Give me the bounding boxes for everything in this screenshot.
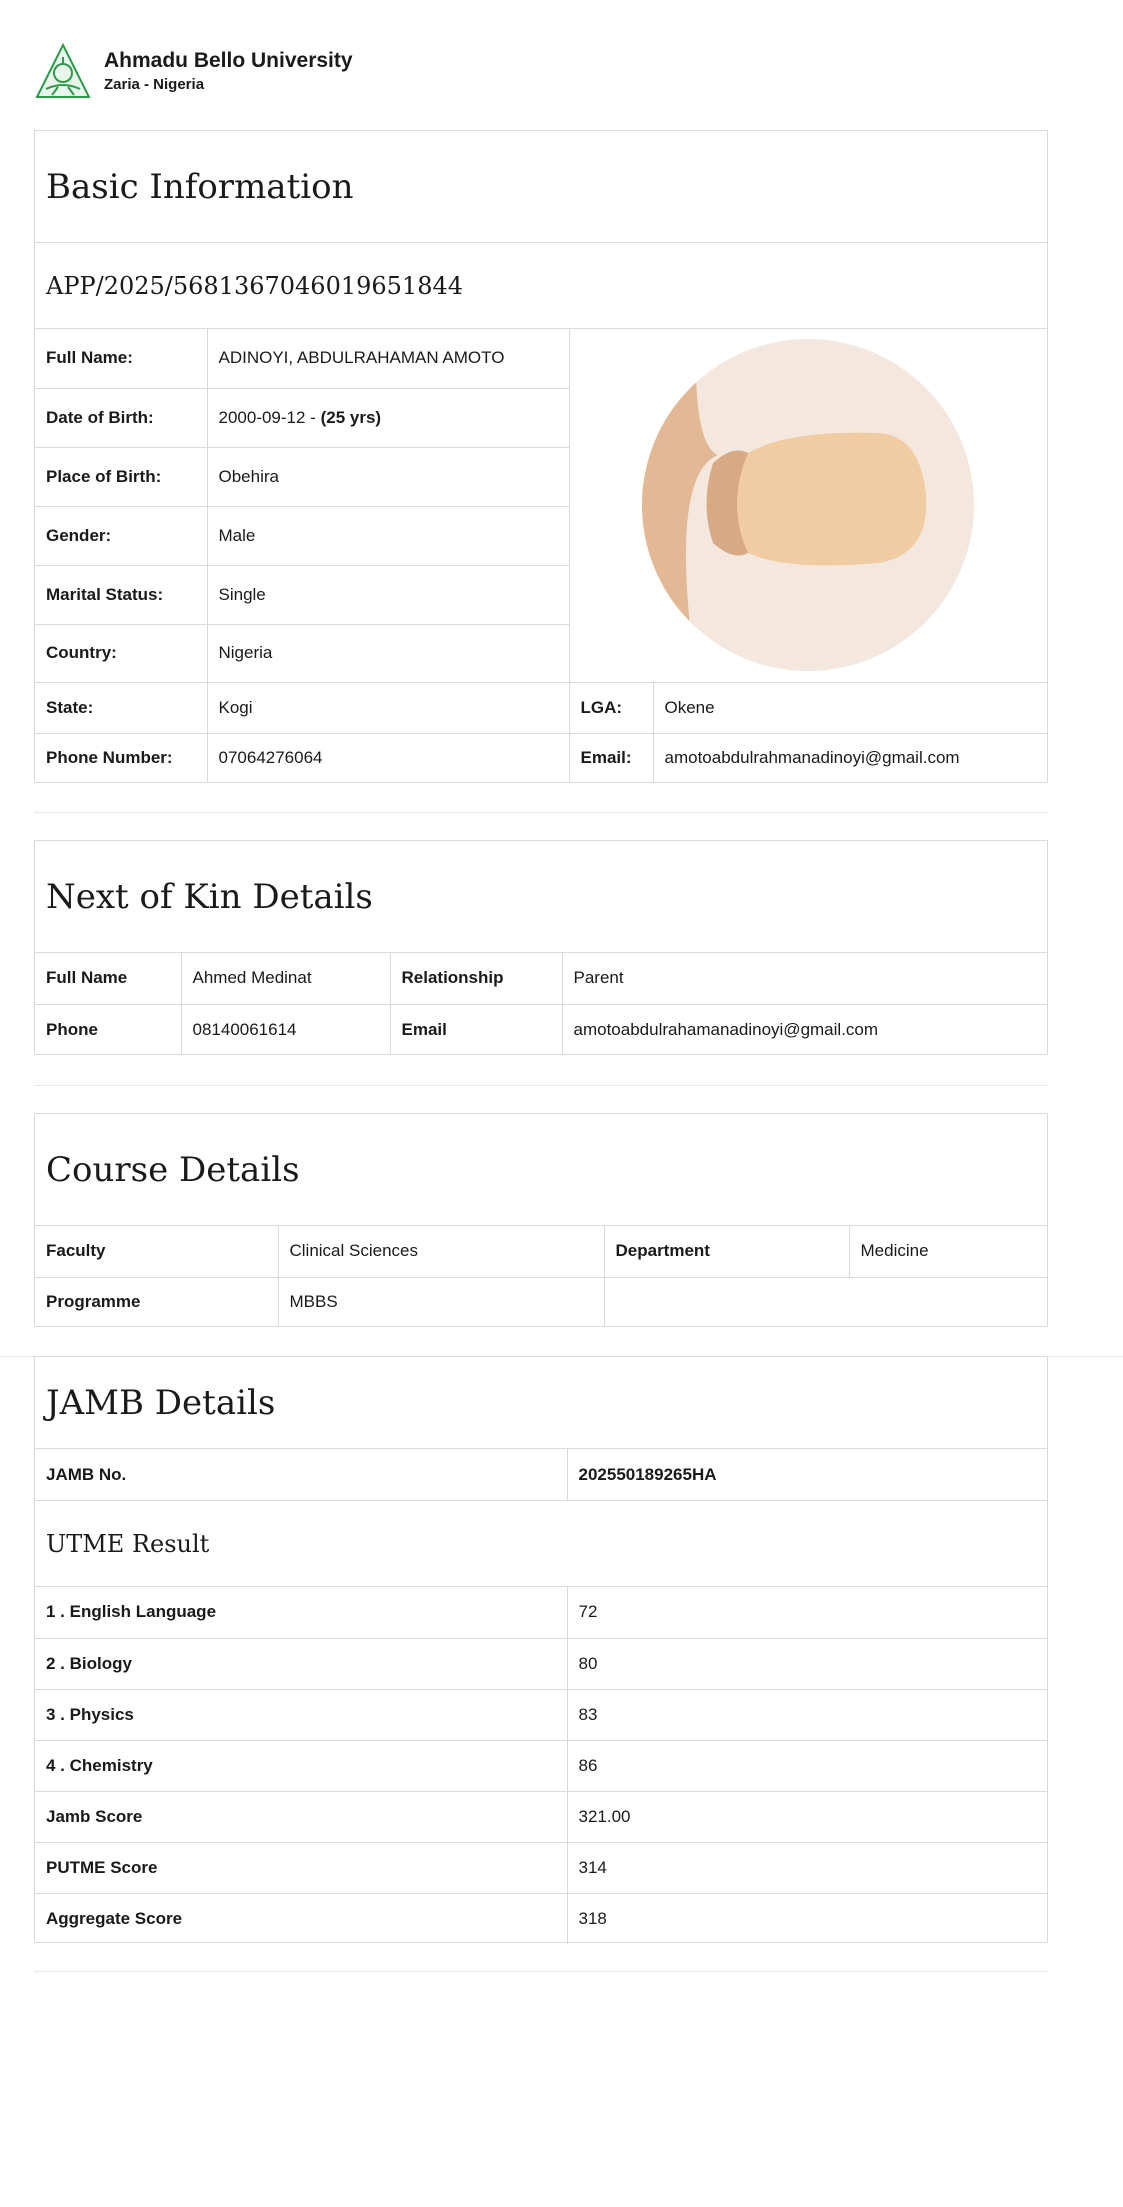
full-name-value: ADINOYI, ABDULRAHAMAN AMOTO — [207, 329, 569, 388]
faculty-label: Faculty — [35, 1226, 278, 1277]
utme-result-title: UTME Result — [46, 1529, 210, 1558]
kin-name-label: Full Name — [35, 953, 181, 1004]
age-value: (25 yrs) — [320, 407, 382, 427]
divider — [34, 1971, 1048, 1972]
subject-score: 72 — [567, 1587, 1047, 1638]
phone-label: Phone Number: — [35, 733, 207, 783]
kin-table — [35, 953, 1047, 1055]
state-label: State: — [35, 682, 207, 733]
marital-status-value: Single — [207, 565, 569, 624]
utme-title-row — [35, 1500, 1047, 1587]
subject-name: 3 . Physics — [35, 1689, 567, 1740]
email-value: amotoabdulrahmanadinoyi@gmail.com — [653, 733, 1047, 783]
programme-value: MBBS — [278, 1277, 604, 1327]
kin-title-row — [35, 841, 1047, 953]
course-table — [35, 1226, 1047, 1327]
kin-name-value: Ahmed Medinat — [181, 953, 390, 1004]
section-title: Next of Kin Details — [46, 876, 373, 917]
subject-name: 1 . English Language — [35, 1587, 567, 1638]
application-number: APP/2025/5681367046019651844 — [46, 271, 463, 300]
full-name-label: Full Name: — [35, 329, 207, 388]
page-header — [34, 42, 353, 102]
gender-value: Male — [207, 506, 569, 565]
table-row — [35, 1791, 1047, 1842]
section-title: JAMB Details — [46, 1382, 276, 1423]
course-title-row — [35, 1114, 1047, 1226]
table-row — [35, 1638, 1047, 1689]
jamb-number-value: 202550189265HA — [567, 1449, 1047, 1500]
university-name: Ahmadu Bello University — [104, 49, 353, 72]
dob-value — [207, 388, 569, 447]
aggregate-score-label: Aggregate Score — [35, 1893, 567, 1944]
next-of-kin-section — [34, 840, 1048, 1055]
country-label: Country: — [35, 624, 207, 682]
lga-label: LGA: — [569, 682, 653, 733]
table-row — [35, 1587, 1047, 1638]
subject-name: 4 . Chemistry — [35, 1740, 567, 1791]
course-details-section — [34, 1113, 1048, 1327]
section-title: Basic Information — [46, 166, 354, 207]
programme-label: Programme — [35, 1277, 278, 1327]
jamb-details-section — [34, 1356, 1048, 1943]
subject-score: 86 — [567, 1740, 1047, 1791]
divider — [34, 1085, 1048, 1086]
basic-title-row — [35, 131, 1047, 243]
jamb-score-label: Jamb Score — [35, 1791, 567, 1842]
jamb-score-value: 321.00 — [567, 1791, 1047, 1842]
phone-value: 07064276064 — [207, 733, 569, 783]
jamb-number-label: JAMB No. — [35, 1449, 567, 1500]
jamb-number-table — [35, 1449, 1047, 1500]
lga-value: Okene — [653, 682, 1047, 733]
table-row — [35, 1842, 1047, 1893]
kin-email-label: Email — [390, 1004, 562, 1055]
gender-label: Gender: — [35, 506, 207, 565]
kin-relationship-value: Parent — [562, 953, 1047, 1004]
subject-score: 80 — [567, 1638, 1047, 1689]
email-label: Email: — [569, 733, 653, 783]
marital-status-label: Marital Status: — [35, 565, 207, 624]
basic-info-table — [35, 329, 1047, 783]
aggregate-score-value: 318 — [567, 1893, 1047, 1944]
table-row — [35, 1740, 1047, 1791]
pob-label: Place of Birth: — [35, 447, 207, 506]
divider — [34, 812, 1048, 813]
passport-photo — [638, 335, 978, 675]
putme-score-value: 314 — [567, 1842, 1047, 1893]
dob-date: 2000-09-12 - — [218, 407, 321, 427]
department-value: Medicine — [849, 1226, 1047, 1277]
country-value: Nigeria — [207, 624, 569, 682]
dob-label: Date of Birth: — [35, 388, 207, 447]
kin-relationship-label: Relationship — [390, 953, 562, 1004]
kin-phone-value: 08140061614 — [181, 1004, 390, 1055]
section-title: Course Details — [46, 1149, 300, 1190]
pob-value: Obehira — [207, 447, 569, 506]
utme-result-table — [35, 1587, 1047, 1944]
basic-information-section — [34, 130, 1048, 783]
empty-cell — [604, 1277, 1047, 1327]
university-logo-icon — [34, 43, 92, 101]
kin-phone-label: Phone — [35, 1004, 181, 1055]
table-row — [35, 1893, 1047, 1944]
table-row — [35, 1689, 1047, 1740]
application-number-row — [35, 243, 1047, 329]
kin-email-value: amotoabdulrahamanadinoyi@gmail.com — [562, 1004, 1047, 1055]
university-location: Zaria - Nigeria — [104, 76, 205, 93]
state-value: Kogi — [207, 682, 569, 733]
subject-score: 83 — [567, 1689, 1047, 1740]
department-label: Department — [604, 1226, 849, 1277]
passport-photo-cell — [569, 329, 1047, 682]
subject-name: 2 . Biology — [35, 1638, 567, 1689]
jamb-title-row — [35, 1357, 1047, 1449]
putme-score-label: PUTME Score — [35, 1842, 567, 1893]
faculty-value: Clinical Sciences — [278, 1226, 604, 1277]
